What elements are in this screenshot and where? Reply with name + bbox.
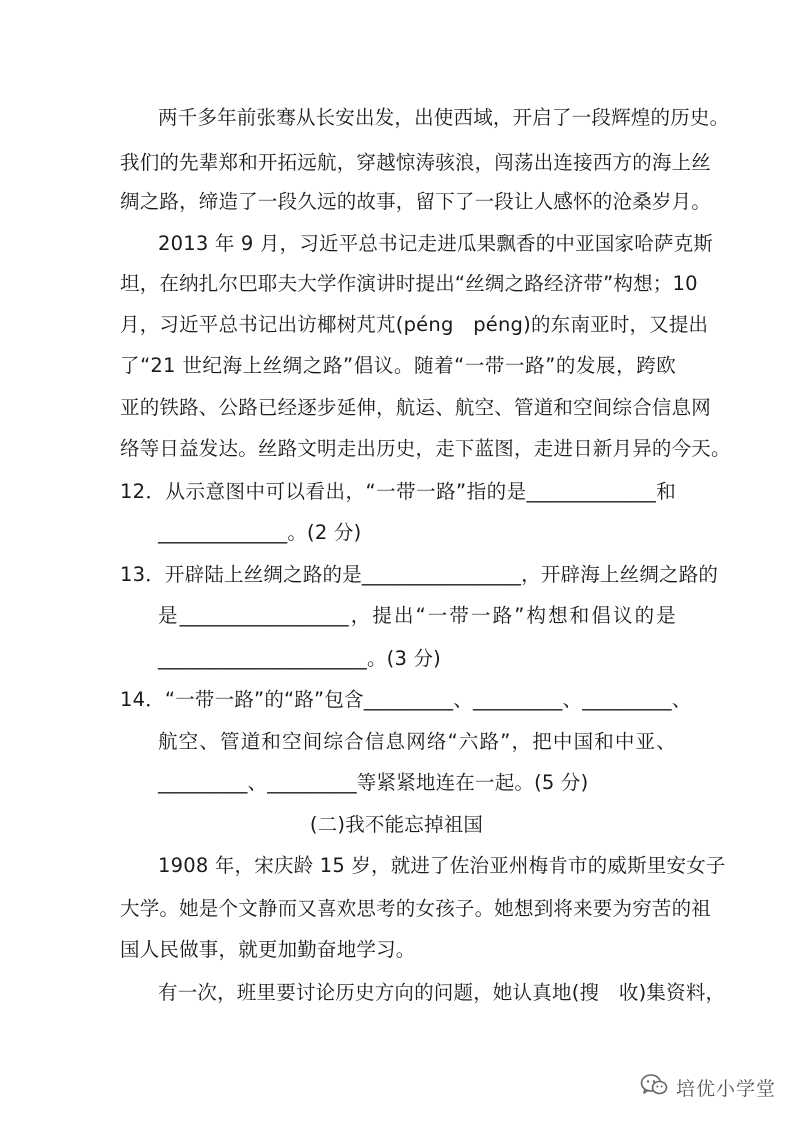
passage-line: 月，习近平总书记出访椰树芃芃(péng péng)的东南亚时，又提出 <box>120 313 709 336</box>
passage-line: 有一次，班里要讨论历史方向的问题，她认真地(搜 收)集资料， <box>158 981 726 1004</box>
passage-line: 绸之路，缔造了一段久远的故事，留下了一段让人感怀的沧桑岁月。 <box>120 190 712 213</box>
passage-line: 1908 年，宋庆龄 15 岁，就进了佐治亚州梅肯市的威斯里安女子 <box>158 854 726 877</box>
passage-line: 我们的先辈郑和开拓远航，穿越惊涛骇浪，闯荡出连接西方的海上丝 <box>120 151 712 174</box>
wechat-icon <box>640 1073 668 1101</box>
passage-line: 国人民做事，就更加勤奋地学习。 <box>120 938 416 961</box>
passage-line: 2013 年 9 月，习近平总书记走进瓜果飘香的中亚国家哈萨克斯 <box>158 232 714 255</box>
question-12-answer: _____________。(2 分) <box>158 521 362 544</box>
passage-line: 大学。她是个文静而又喜欢思考的女孩子。她想到将来要为穷苦的祖 <box>120 897 712 920</box>
watermark <box>640 1070 776 1104</box>
passage-line: 两千多年前张骞从长安出发，出使西域，开启了一段辉煌的历史。 <box>158 106 730 129</box>
question-14: 14．“一带一路”的“路”包含_________、_________、_________、 <box>120 688 692 711</box>
question-12: 12．从示意图中可以看出，“一带一路”指的是_____________和 <box>120 480 676 503</box>
question-13: 13．开辟陆上丝绸之路的是________________，开辟海上丝绸之路的 <box>120 563 719 586</box>
question-14-line-3: _________、_________等紧紧地连在一起。(5 分) <box>158 771 589 794</box>
passage-line: 坦，在纳扎尔巴耶夫大学作演讲时提出“丝绸之路经济带”构想；10 <box>120 272 698 295</box>
question-13-answer: _____________________。(3 分) <box>158 647 441 670</box>
section-title: (二)我不能忘掉祖国 <box>309 813 484 836</box>
watermark-text: 培优小学堂 <box>676 1077 777 1100</box>
question-14-line-2: 航空、管道和空间综合信息网络“六路”，把中国和中亚、 <box>158 730 676 753</box>
passage-line: 亚的铁路、公路已经逐步延伸，航运、航空、管道和空间综合信息网 <box>120 396 712 419</box>
question-13-line-2: 是_________________，提出“一带一路”构想和倡议的是 <box>158 604 676 627</box>
passage-line: 络等日益发达。丝路文明走出历史，走下蓝图，走进日新月异的今天。 <box>120 437 731 460</box>
passage-line: 了“21 世纪海上丝绸之路”倡议。随着“一带一路”的发展，跨欧 <box>120 354 676 377</box>
